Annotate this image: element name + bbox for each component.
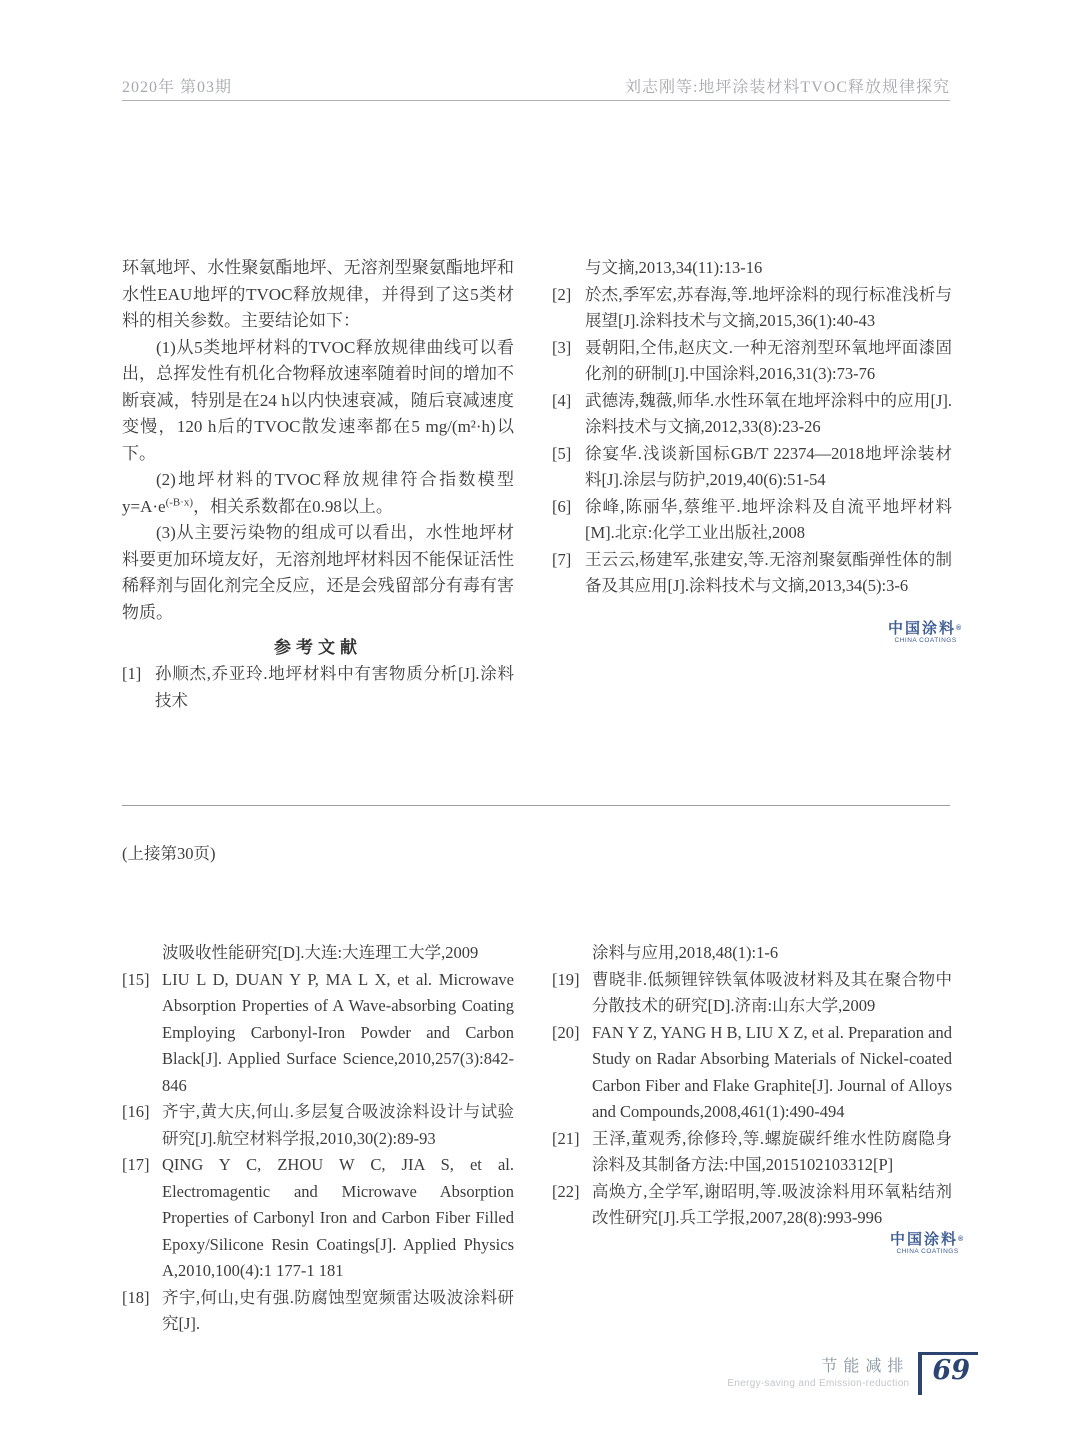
conclusion-1: (1)从5类地坪材料的TVOC释放规律曲线可以看出，总挥发性有机化合物释放速率随着时间的增加不断衰减，特别是在24 h以内快速衰减，随后衰减速度变慢，120 h后的TVOC散发速率都在5 mg/(m²·h)以下。: [122, 337, 514, 463]
reference-text: FAN Y Z, YANG H B, LIU X Z, et al. Preparation and Study on Radar Absorbing Materials of Nickel-coated Carbon Fiber and Flake Graphite[J]. Journal of Alloys and Compounds,2008,461(1):490-494: [592, 1022, 952, 1121]
registered-mark-icon: ®: [958, 1236, 966, 1243]
reference-number: [1]: [122, 664, 142, 683]
reference-number: [7]: [552, 549, 572, 569]
reference-number: [2]: [552, 284, 572, 304]
conclusion-2: [122, 467, 514, 520]
reference-number: [3]: [552, 337, 572, 357]
continued-from-note: (上接第30页): [122, 844, 216, 863]
logo-en-text: CHINA COATINGS: [896, 1248, 959, 1255]
reference-item: [552, 1020, 952, 1126]
china-coatings-logo: [888, 620, 963, 645]
reference-number: [552, 255, 585, 282]
reference-text: 波吸收性能研究[D].大连:大连理工大学,2009: [162, 943, 479, 962]
reference-item: [122, 1285, 514, 1338]
reference-text: LIU L D, DUAN Y P, MA L X, et al. Microwave Absorption Properties of A Wave-absorbing Coating Employing Carbonyl-Iron Powder and Carbon Black[J]. Applied Surface Science,2010,257(3):842-846: [162, 969, 514, 1095]
logo-cn-text: [888, 620, 963, 637]
top-left-column: [122, 255, 514, 714]
footer-cn-title: 节能减排: [821, 1358, 910, 1375]
reference-number: [122, 940, 162, 967]
reference-item: [122, 967, 514, 1100]
reference-number: [22]: [552, 1181, 580, 1201]
reference-text: 涂料与应用,2018,48(1):1-6: [592, 943, 779, 962]
reference-item: [552, 335, 952, 388]
body-paragraph: 环氧地坪、水性聚氨酯地坪、无溶剂型聚氨酯地坪和水性EAU地坪的TVOC释放规律，并得到了这5类材料的相关参数。主要结论如下：: [122, 258, 514, 330]
reference-text: 孙顺杰,乔亚玲.地坪材料中有害物质分析[J].涂料技术: [155, 664, 514, 710]
references-heading: 参考文献: [274, 638, 362, 657]
reference-item: [552, 494, 952, 547]
reference-number: [5]: [552, 443, 572, 463]
logo-cn-chars: 中国涂料: [888, 620, 957, 637]
logo-cn-chars: 中国涂料: [890, 1231, 959, 1248]
reference-text: 齐宇,何山,史有强.防腐蚀型宽频雷达吸波涂料研究[J].: [162, 1287, 514, 1333]
reference-text: 王云云,杨建军,张建安,等.无溶剂聚氨酯弹性体的制备及其应用[J].涂料技术与文摘,2013,34(5):3-6: [585, 549, 952, 595]
china-coatings-logo: [890, 1231, 965, 1256]
reference-item: [122, 1152, 514, 1285]
reference-number: [6]: [552, 496, 572, 516]
bottom-section: [122, 940, 952, 1338]
reference-number: [16]: [122, 1102, 150, 1121]
reference-text: 齐宇,黄大庆,何山.多层复合吸波涂料设计与试验研究[J].航空材料学报,2010,30(2):89-93: [162, 1102, 514, 1148]
section-divider: [122, 805, 950, 806]
reference-number: [15]: [122, 969, 150, 989]
conclusion-3: (3)从主要污染物的组成可以看出，水性地坪材料要更加环境友好，无溶剂地坪材料因不能保证活性稀释剂与固化剂完全反应，还是会残留部分有毒有害物质。: [122, 523, 514, 622]
registered-mark-icon: ®: [956, 625, 964, 632]
formula-post: ，相关系数都在0.98以上。: [193, 496, 393, 516]
formula-pre: (2)地坪材料的TVOC释放规律符合指数模型y=A·e: [122, 470, 514, 516]
reference-item: [552, 282, 952, 335]
reference-text: 徐宴华.浅谈新国标GB/T 22374—2018地坪涂装材料[J].涂层与防护,2019,40(6):51-54: [585, 443, 952, 489]
reference-text: 於杰,季军宏,苏春海,等.地坪涂料的现行标准浅析与展望[J].涂料技术与文摘,2015,36(1):40-43: [585, 284, 952, 330]
running-header: [122, 74, 950, 97]
reference-text: QING Y C, ZHOU W C, JIA S, et al. Electromagentic and Microwave Absorption Properties of Carbonyl Iron and Carbon Fiber Filled Epoxy/Silicone Resin Coatings[J]. Applied Physics A,2010,100(4):1 177-1 181: [162, 1155, 514, 1280]
reference-item: [552, 547, 952, 600]
formula-exponent: (-B·x): [165, 495, 194, 508]
reference-text: 武德涛,魏薇,师华.水性环氧在地坪涂料中的应用[J].涂料技术与文摘,2012,33(8):23-26: [585, 390, 952, 436]
reference-item: [122, 940, 514, 967]
reference-number: [17]: [122, 1155, 150, 1174]
reference-text: 曹晓非.低频锂锌铁氧体吸波材料及其在聚合物中分散技术的研究[D].济南:山东大学,2009: [592, 969, 952, 1015]
reference-item: [122, 661, 514, 714]
footer-section-title: [727, 1352, 909, 1391]
reference-number: [4]: [552, 390, 572, 410]
reference-text: 徐峰,陈丽华,蔡维平.地坪涂料及自流平地坪材料[M].北京:化学工业出版社,2008: [585, 496, 952, 542]
reference-number: [21]: [552, 1128, 580, 1148]
reference-item: [552, 940, 952, 967]
reference-item: [552, 388, 952, 441]
reference-item: [552, 441, 952, 494]
logo-en-text: CHINA COATINGS: [894, 637, 957, 644]
reference-item: [552, 255, 952, 282]
reference-text: 高焕方,全学军,谢昭明,等.吸波涂料用环氧粘结剂改性研究[J].兵工学报,2007,28(8):993-996: [592, 1181, 952, 1227]
reference-text: 王泽,董观秀,徐修玲,等.螺旋碳纤维水性防腐隐身涂料及其制备方法:中国,2015102103312[P]: [592, 1128, 952, 1174]
reference-item: [552, 967, 952, 1020]
top-section: [122, 255, 952, 714]
bottom-right-column: [552, 940, 952, 1338]
header-rule: [122, 100, 950, 101]
page-footer: [727, 1352, 978, 1395]
reference-text: 聂朝阳,仝伟,赵庆文.一种无溶剂型环氧地坪面漆固化剂的研制[J].中国涂料,2016,31(3):73-76: [585, 337, 952, 383]
footer-en-title: Energy-saving and Emission-reduction: [727, 1378, 910, 1389]
header-issue: 2020年 第03期: [122, 79, 233, 96]
page-number-bracket: [918, 1352, 978, 1395]
reference-number: [552, 940, 592, 967]
reference-number: [19]: [552, 969, 580, 989]
bottom-left-column: [122, 940, 514, 1338]
reference-number: [18]: [122, 1287, 150, 1307]
reference-text: 与文摘,2013,34(11):13-16: [585, 258, 763, 277]
reference-number: [20]: [552, 1022, 580, 1042]
logo-cn-text: [890, 1231, 965, 1248]
reference-item: [552, 1179, 952, 1232]
page-number: 69: [932, 1355, 970, 1386]
reference-item: [122, 1099, 514, 1152]
header-article-title: 刘志刚等:地坪涂装材料TVOC释放规律探究: [624, 79, 950, 96]
top-right-column: [552, 255, 952, 714]
reference-item: [552, 1126, 952, 1179]
